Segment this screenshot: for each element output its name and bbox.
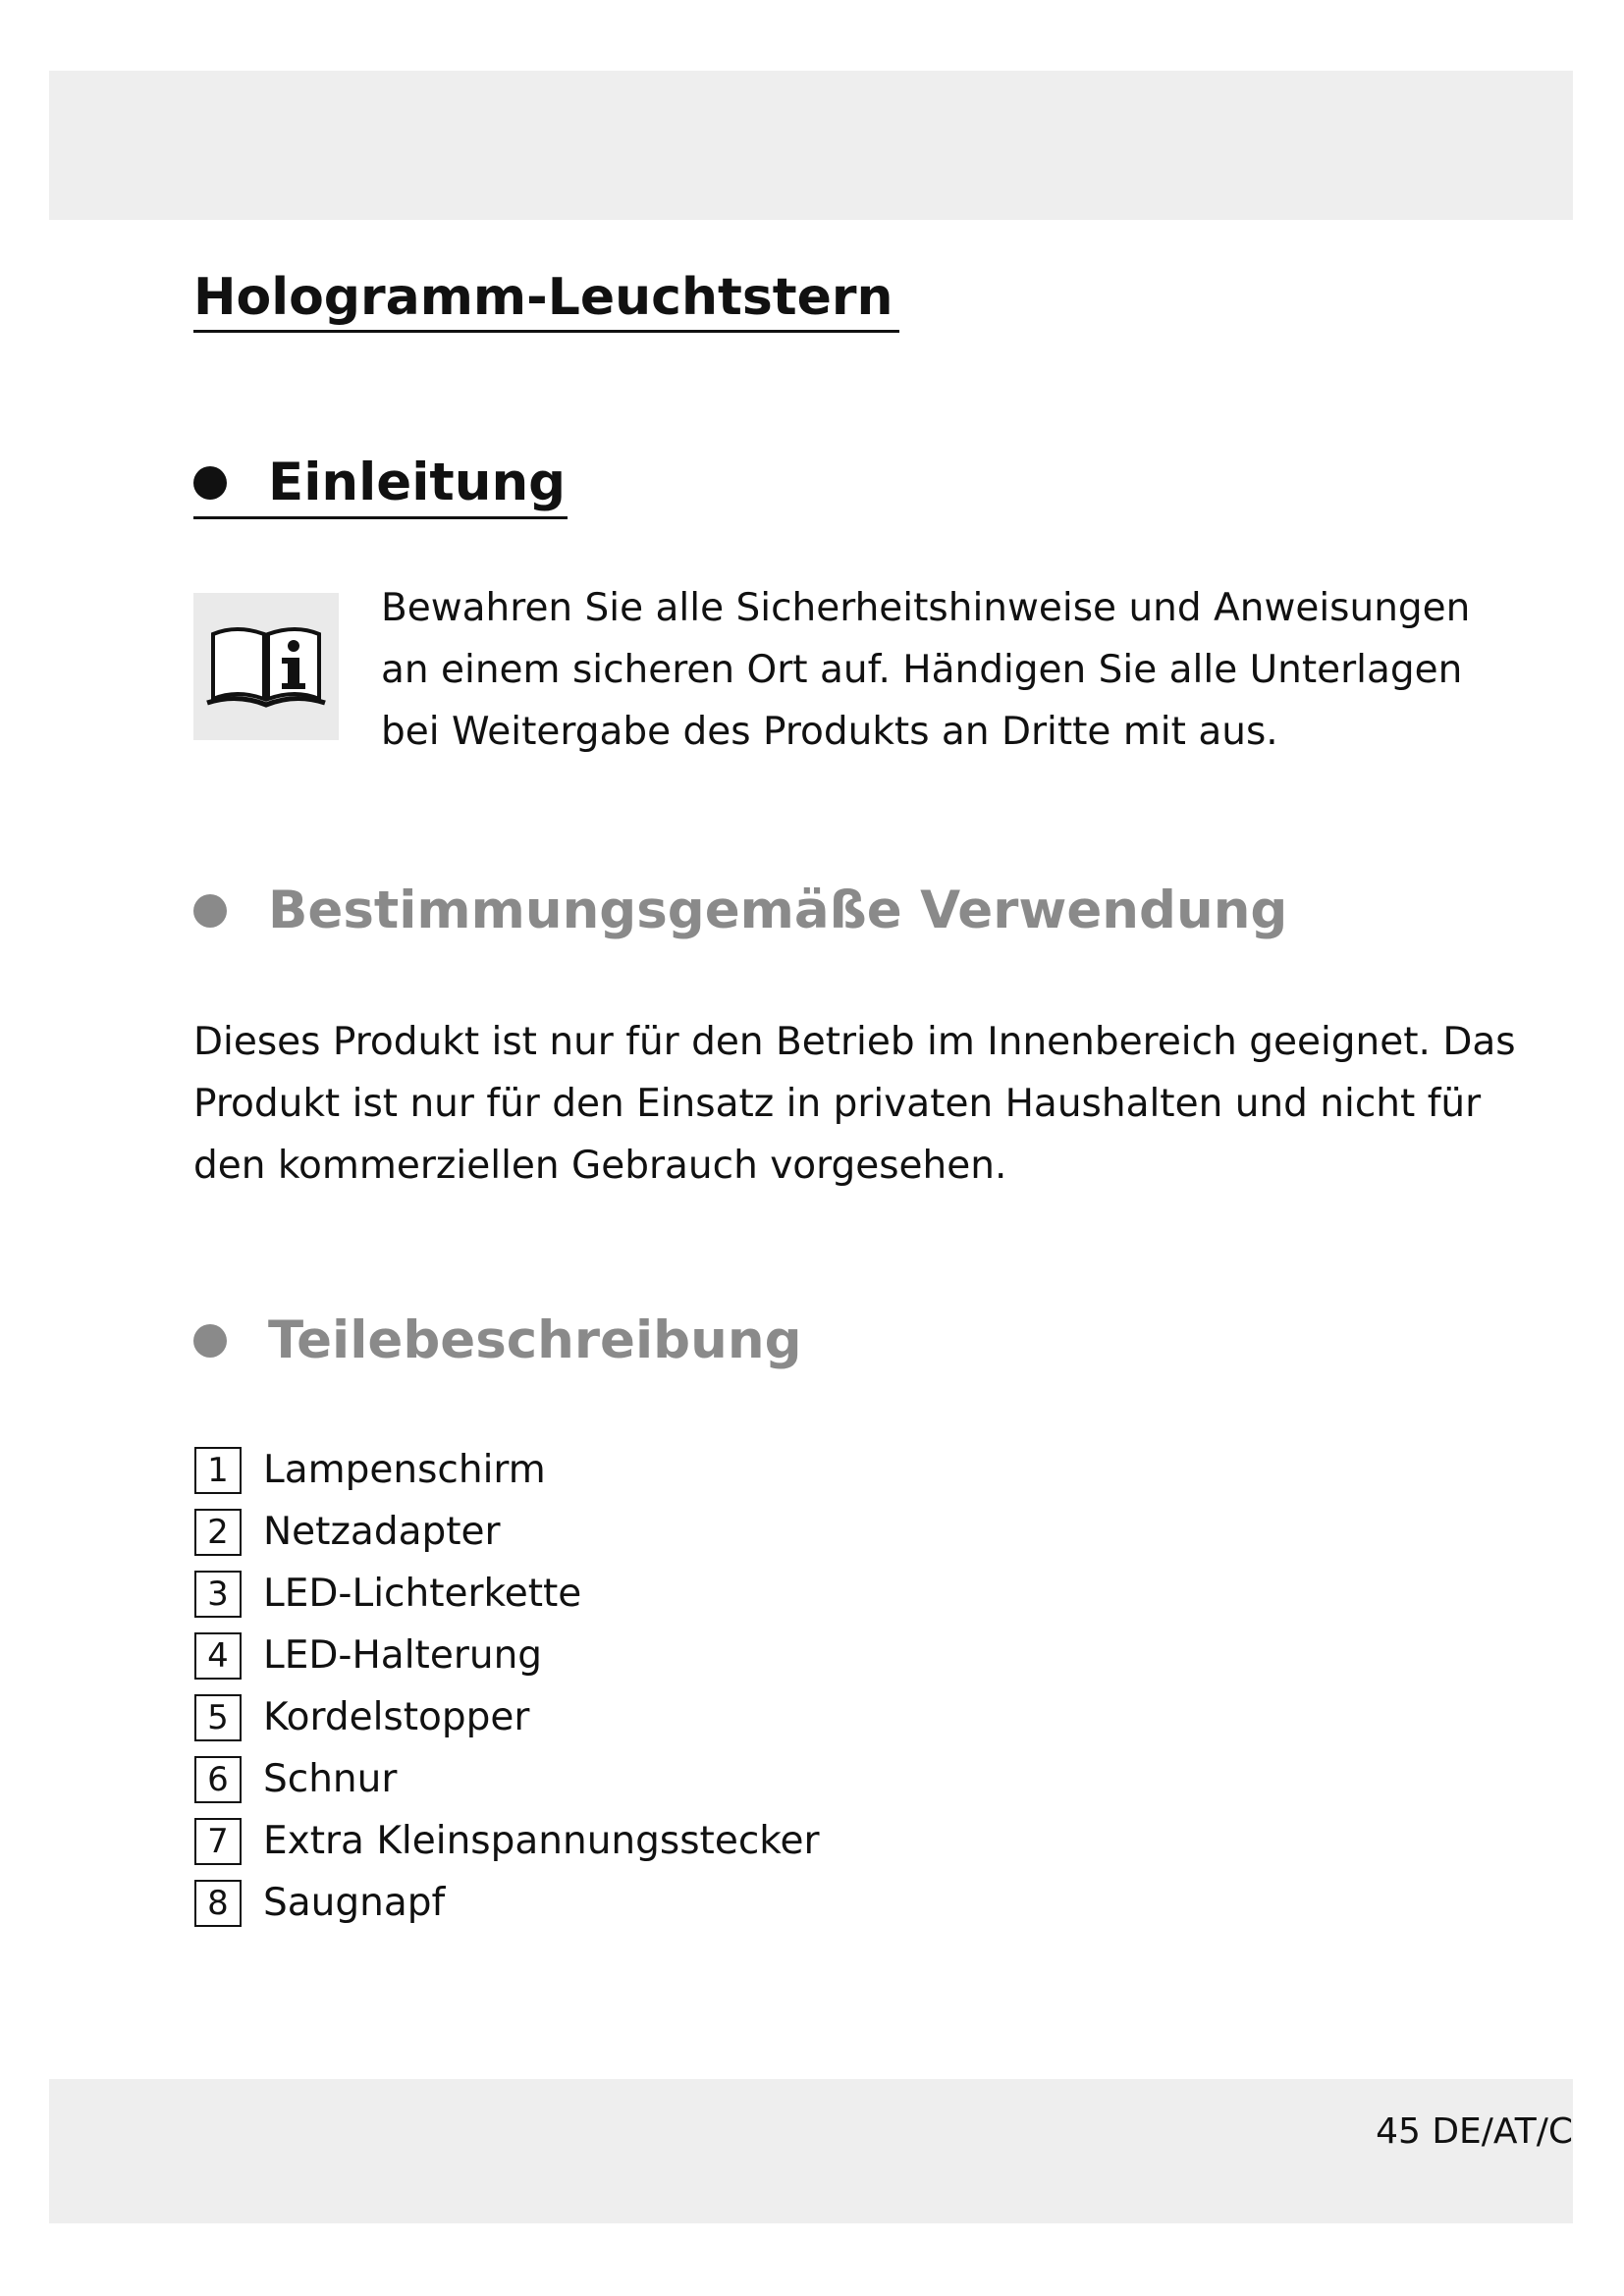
- footer-band: [49, 2079, 1573, 2223]
- list-item: [194, 1563, 820, 1625]
- list-item: [194, 1625, 820, 1686]
- bullet-icon: [193, 466, 227, 500]
- part-label: LED-Halterung: [263, 1633, 543, 1678]
- part-number: 7: [194, 1818, 242, 1865]
- section-title-intended-use: Bestimmungsgemäße Verwendung: [268, 881, 1288, 940]
- part-label: Extra Kleinspannungsstecker: [263, 1819, 820, 1863]
- section-heading-intended-use: [193, 878, 1287, 944]
- part-label: LED-Lichterkette: [263, 1572, 582, 1616]
- part-number: 2: [194, 1509, 242, 1556]
- list-item: [194, 1686, 820, 1748]
- info-manual-icon: [193, 593, 339, 740]
- part-number: 6: [194, 1756, 242, 1803]
- part-number: 1: [194, 1447, 242, 1494]
- list-item: [194, 1810, 820, 1872]
- page-number: 45 DE/AT/C: [1376, 2111, 1573, 2152]
- part-number: 4: [194, 1632, 242, 1680]
- list-item: [194, 1748, 820, 1810]
- intro-text: Bewahren Sie alle Sicherheitshinweise und Anweisungen an einem sicheren Ort auf. Händigen Sie alle Unterlagen bei Weitergabe des Produkts an Dritte mit aus.: [381, 586, 1471, 754]
- section-heading-intro: [193, 450, 568, 519]
- part-label: Kordelstopper: [263, 1695, 530, 1739]
- section-title-intro: Einleitung: [268, 453, 567, 512]
- list-item: [194, 1501, 820, 1563]
- bullet-icon: [193, 1324, 227, 1358]
- list-item: [194, 1872, 820, 1934]
- list-item: [194, 1439, 820, 1501]
- section-title-parts: Teilebeschreibung: [268, 1310, 802, 1370]
- part-number: 3: [194, 1571, 242, 1618]
- part-number: 5: [194, 1694, 242, 1741]
- bullet-icon: [193, 894, 227, 928]
- part-label: Saugnapf: [263, 1881, 446, 1925]
- document-title: Hologramm-Leuchtstern: [193, 265, 899, 333]
- part-number: 8: [194, 1880, 242, 1927]
- header-band: [49, 71, 1573, 220]
- intended-use-text: Dieses Produkt ist nur für den Betrieb im Innenbereich geeignet. Das Produkt ist nur für den Einsatz in privaten Haushalten und nicht für den kommerziellen Gebrauch vorgesehen.: [193, 1020, 1516, 1188]
- part-label: Schnur: [263, 1757, 398, 1801]
- part-label: Lampenschirm: [263, 1448, 546, 1492]
- parts-list: [194, 1439, 820, 1934]
- part-label: Netzadapter: [263, 1510, 501, 1554]
- section-heading-parts: [193, 1308, 802, 1374]
